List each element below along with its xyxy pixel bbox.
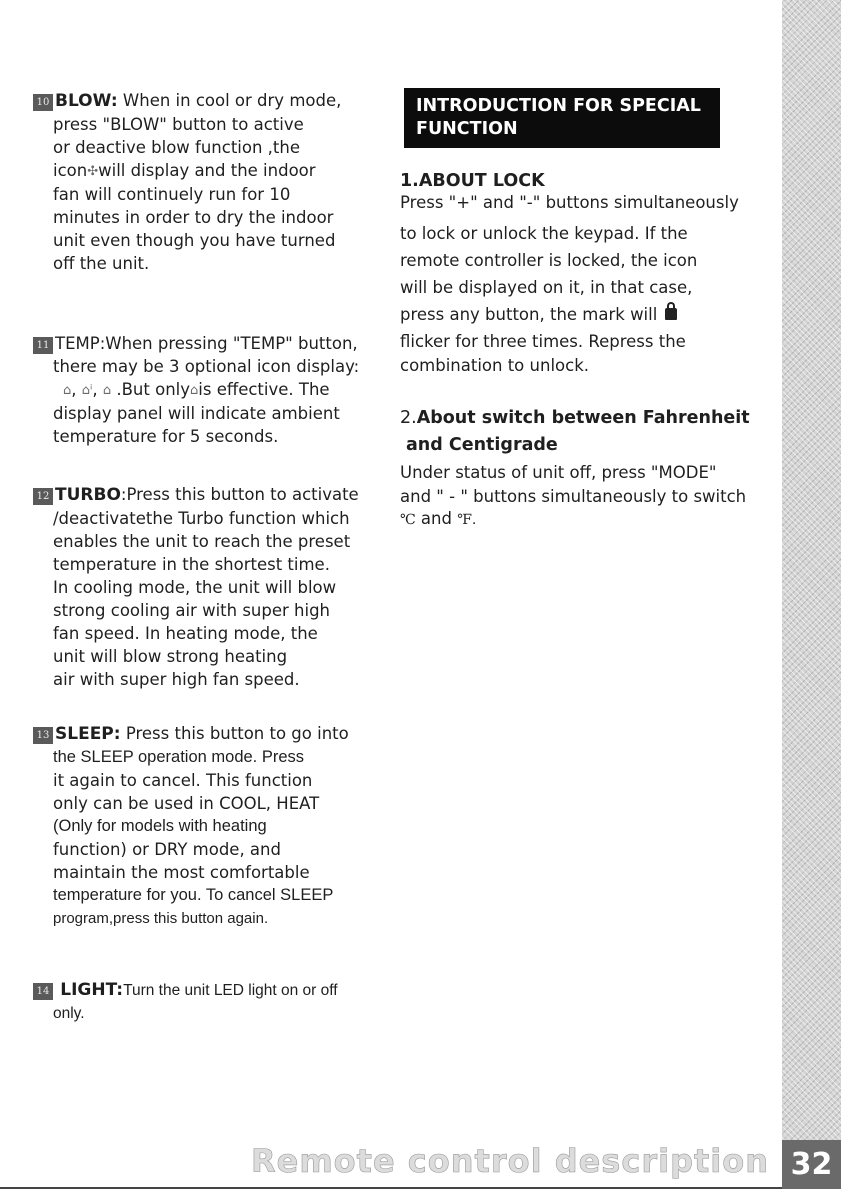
item-number-badge: 14 [33,983,53,1000]
sleep-text: only can be used in COOL, HEAT [53,794,320,813]
blow-text: icon [53,161,88,180]
lock-text: to lock or unlock the keypad. If the [400,224,688,243]
blow-text: When in cool or dry mode, [122,91,342,110]
lock-text: remote controller is locked, the icon [400,251,698,270]
light-keyword: LIGHT: [60,980,124,1000]
lock-text: Press "+" and "-" buttons simultaneously [400,193,739,212]
fan-icon: ✣ [87,164,99,179]
turbo-text: strong cooling air with super high [53,601,331,620]
temp-text: there may be 3 optional icon display: [53,357,360,376]
blow-text: or deactive blow function ,the [53,138,301,157]
switch-text: Under status of unit off, press "MODE" [400,463,717,482]
footer-title: Remote control description [250,1142,769,1180]
lock-section [400,170,772,377]
lock-heading: 1.ABOUT LOCK [400,171,545,191]
lock-icon [665,308,677,320]
turbo-text: unit will blow strong heating [53,647,288,666]
fahrenheit-symbol: ℉. [457,512,477,528]
sleep-text: maintain the most comfortable [53,863,310,882]
sleep-text: program,press this button again. [53,910,269,927]
light-section [33,978,338,1025]
switch-heading-number: 2. [400,408,417,428]
switch-heading: About switch between Fahrenheit [416,408,750,428]
light-text: Turn the unit LED light on or off [123,982,338,999]
sleep-text: (Only for models with heating [53,817,267,835]
celsius-symbol: ℃ [400,512,416,528]
blow-text: off the unit. [53,254,150,273]
sleep-text: it again to cancel. This function [53,771,313,790]
sleep-text: function) or DRY mode, and [53,840,281,859]
turbo-text: enables the unit to reach the preset [53,532,351,551]
turbo-keyword: TURBO [55,485,121,505]
blow-text: minutes in order to dry the indoor [53,208,334,227]
thermometer-icon: ⌂ [190,383,199,398]
turbo-text: temperature in the shortest time. [53,555,330,574]
item-number-badge: 10 [33,94,53,111]
item-number-badge: 12 [33,488,53,505]
lock-text: press any button, the mark will [400,305,658,324]
banner-line: FUNCTION [416,119,518,139]
blow-text: unit even though you have turned [53,231,336,250]
turbo-text: /deactivatethe Turbo function which [53,509,350,528]
temp-text: TEMP:When pressing "TEMP" button, [55,334,358,353]
blow-text: press "BLOW" button to active [53,115,304,134]
switch-text: and " - " buttons simultaneously to switch [400,487,747,506]
lock-text: will be displayed on it, in that case, [400,278,693,297]
lock-text: combination to unlock. [400,356,589,375]
temp-text: temperature for 5 seconds. [53,427,279,446]
temp-text: is effective. The [198,380,330,399]
turbo-text: fan speed. In heating mode, the [53,624,318,643]
banner-line: INTRODUCTION FOR SPECIAL [416,96,701,116]
sleep-text: Press this button to go into [125,724,349,743]
sleep-text: the SLEEP operation mode. Press [53,748,305,766]
sleep-text: temperature for you. To cancel SLEEP [53,886,334,904]
indoor-temp-icon: ⌂ⁱ [81,383,93,398]
decorative-sidebar [782,0,841,1189]
sleep-section [33,722,349,930]
section-banner [404,88,720,148]
sleep-keyword: SLEEP: [55,724,121,744]
blow-keyword: BLOW: [55,91,118,111]
unit-switch-section [400,405,772,531]
outdoor-temp-icon: ⌂ [102,383,112,398]
turbo-text: air with super high fan speed. [53,670,300,689]
turbo-text: In cooling mode, the unit will blow [53,578,337,597]
temp-text: display panel will indicate ambient [53,404,340,423]
blow-text: will display and the indoor [98,161,316,180]
turbo-text: :Press this button to activate [120,485,359,504]
light-text: only. [53,1005,85,1022]
blow-text: fan will continuely run for 10 [53,185,291,204]
lock-text: flicker for three times. Repress the [400,332,686,351]
item-number-badge: 13 [33,727,53,744]
temp-text: .But only [116,380,190,399]
turbo-section [33,483,359,691]
thermometer-icon: ⌂ [63,383,72,398]
page-number: 32 [782,1140,841,1189]
switch-text: and [420,509,452,528]
switch-heading: and Centigrade [406,435,558,455]
item-number-badge: 11 [33,337,53,354]
blow-section [33,89,341,275]
temp-section: 11 TEMP:When pressing "TEMP" button, there may be 3 optional icon display: ⌂, ⌂ⁱ, ⌂ .But only⌂is effective. The display panel will indicate ambient temperature for 5 seconds. [33,332,359,448]
